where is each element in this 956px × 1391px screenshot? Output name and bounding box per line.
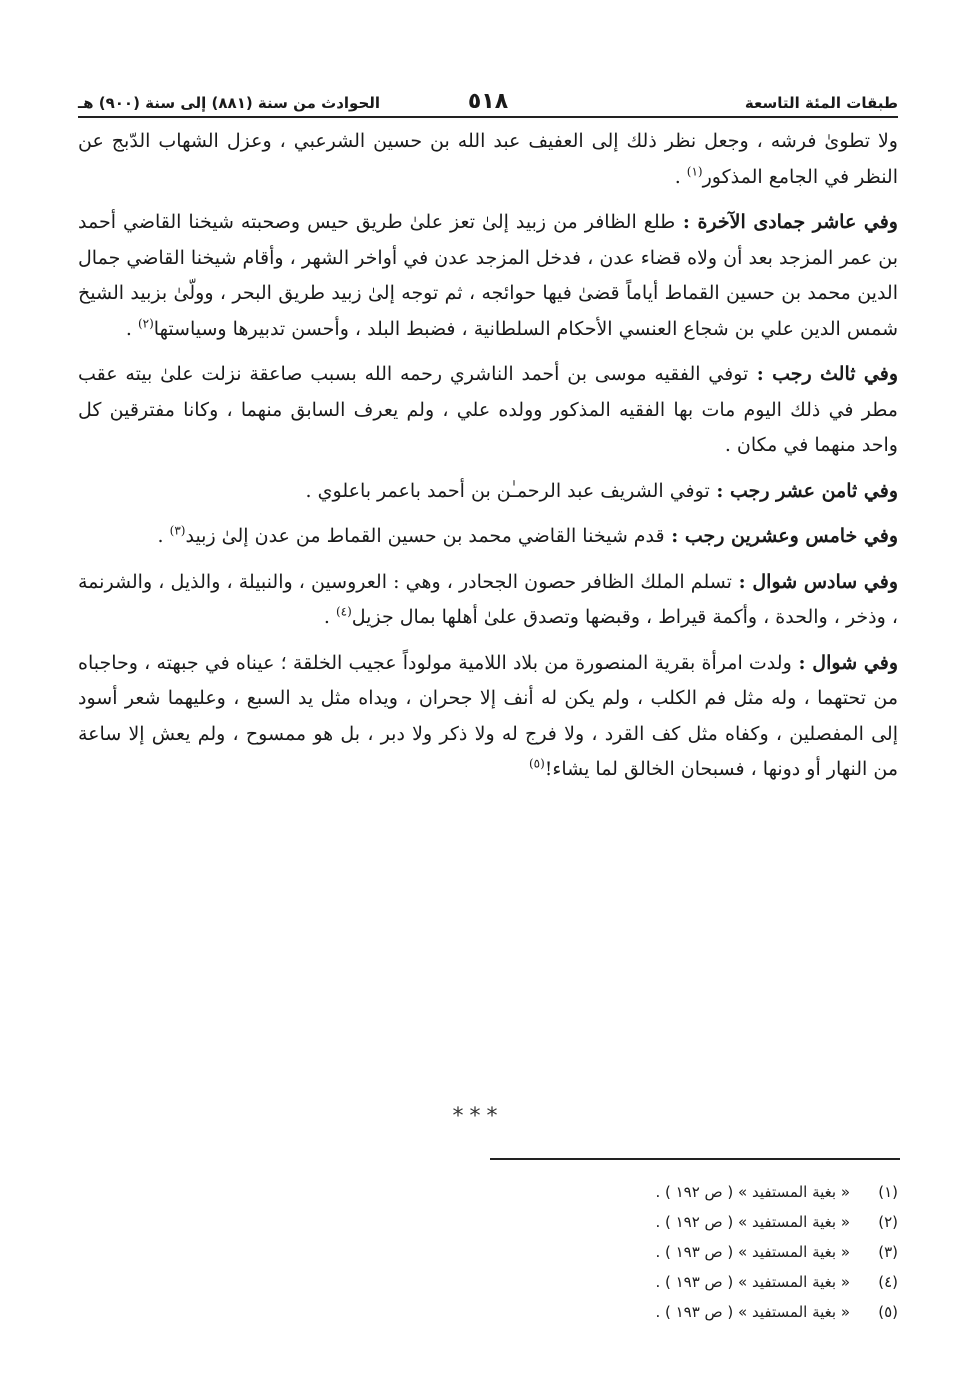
paragraph-text: توفي الشريف عبد الرحمـٰن بن أحمد باعمر باعلوي .	[305, 479, 710, 502]
paragraph-2	[78, 205, 898, 347]
footnote-5	[478, 1297, 898, 1327]
page-number: ٥١٨	[467, 89, 509, 114]
paragraph-tail: .	[157, 525, 170, 547]
footnote-ref: (٣)	[169, 523, 186, 538]
footnote-ref: (٤)	[335, 604, 352, 619]
paragraph-6	[78, 565, 898, 636]
footnote-number: (٣)	[878, 1243, 898, 1261]
footnote-2	[478, 1207, 898, 1237]
paragraph-4	[78, 474, 898, 510]
paragraph-lead: وفي ثالث رجب :	[748, 363, 898, 385]
footnote-3	[478, 1237, 898, 1267]
paragraph-lead: وفي عاشر جمادى الآخرة :	[675, 211, 898, 233]
paragraph-lead: وفي خامس وعشرين رجب :	[664, 525, 898, 547]
running-header	[78, 76, 898, 118]
paragraph-lead: وفي شوال :	[791, 651, 898, 674]
footnote-1	[478, 1177, 898, 1207]
paragraph-tail: .	[323, 606, 336, 628]
footnote-text: « بغية المستفيد » ( ص ١٩٣ ) .	[655, 1273, 850, 1291]
footnote-ref: (٥)	[528, 756, 545, 771]
paragraph-text: قدم شيخنا القاضي محمد بن حسين القماط من عدن إلىٰ زبيد	[185, 525, 665, 547]
paragraph-7	[78, 646, 898, 788]
main-text	[78, 124, 898, 798]
footnote-ref: (١)	[686, 164, 703, 179]
paragraph-text: طلع الظافر من زبيد إلىٰ تعز علىٰ طريق حيس وصحبته شيخنا القاضي أحمد بن عمر المزجد بعد أن ولاه قضاء عدن ، فدخل المزجد عدن في أواخر الشهر ، وأقام شيخنا القاضي جمال الدين محمد بن حسين القماط أياماً قضىٰ فيها حوائجه ، ثم توجه إلىٰ زبيد طريق البحر ، وولّىٰ بزبيد الشيخ شمس الدين علي بن شجاع العنسي الأحكام السلطانية ، فضبط البلد ، وأحسن تدبيرها وسياستها	[78, 211, 898, 340]
paragraph-5	[78, 519, 898, 555]
paragraph-text: ولا تطوىٰ فرشه ، وجعل نظر ذلك إلى العفيف عبد الله بن حسين الشرعبي ، وعزل الشهاب الدّبج عن النظر في الجامع المذكور	[78, 130, 898, 188]
section-separator: ***	[452, 1104, 504, 1129]
footnote-number: (١)	[878, 1183, 898, 1201]
footnote-text: « بغية المستفيد » ( ص ١٩٣ ) .	[655, 1303, 850, 1321]
paragraph-text: توفي الفقيه موسى بن أحمد الناشري رحمه الله بسبب صاعقة نزلت علىٰ بيته عقب مطر في ذلك اليوم مات بها الفقيه المذكور وولده علي ، ولم يعرف السابق منهما ، وكانا مفترقين كل واحد منهما في مكان .	[78, 363, 898, 456]
footnote-number: (٥)	[878, 1303, 898, 1321]
paragraph-1	[78, 124, 898, 195]
book-title: طبقات المئة التاسعة	[744, 94, 898, 112]
section-title: الحوادث من سنة (٨٨١) إلى سنة (٩٠٠) هـ	[78, 94, 381, 112]
paragraph-lead: وفي سادس شوال :	[731, 570, 899, 593]
footnote-ref: (٢)	[137, 316, 154, 331]
paragraph-3	[78, 357, 898, 464]
footnote-text: « بغية المستفيد » ( ص ١٩٣ ) .	[655, 1243, 850, 1261]
footnote-text: « بغية المستفيد » ( ص ١٩٢ ) .	[655, 1213, 850, 1231]
footnote-rule	[490, 1158, 900, 1160]
paragraph-tail: .	[125, 317, 138, 340]
footnote-text: « بغية المستفيد » ( ص ١٩٢ ) .	[655, 1183, 850, 1201]
paragraph-tail: .	[674, 165, 687, 188]
paragraph-text: تسلم الملك الظافر حصون الجحادر ، وهي : العروسين ، والنبيلة ، والذيل ، والشرنمة ، وذخر ، والحدة ، وأكمة قيراط ، وقبضها وتصدق علىٰ أهلها بمال جزيل	[78, 570, 898, 628]
footnote-4	[478, 1267, 898, 1297]
footnotes	[478, 1177, 898, 1327]
footnote-number: (٢)	[878, 1213, 898, 1231]
footnote-number: (٤)	[878, 1273, 898, 1291]
paragraph-text: ولدت امرأة بقرية المنصورة من بلاد اللامية مولوداً عجيب الخلقة ؛ عيناه في جبهته ، وحاجباه من تحتهما ، وله مثل فم الكلب ، ولم يكن له أنف إلا جحران ، ويداه مثل يد السبع ، وعليهما شعر أسود إلى المفصلين ، وكفاه مثل كف القرد ، ولا فرج له ولا ذكر ولا دبر ، بل هو ممسوح ، ولم يعش إلا ساعة من النهار أو دونها ، فسبحان الخالق لما يشاء!	[78, 651, 898, 780]
paragraph-lead: وفي ثامن عشر رجب :	[709, 479, 898, 502]
